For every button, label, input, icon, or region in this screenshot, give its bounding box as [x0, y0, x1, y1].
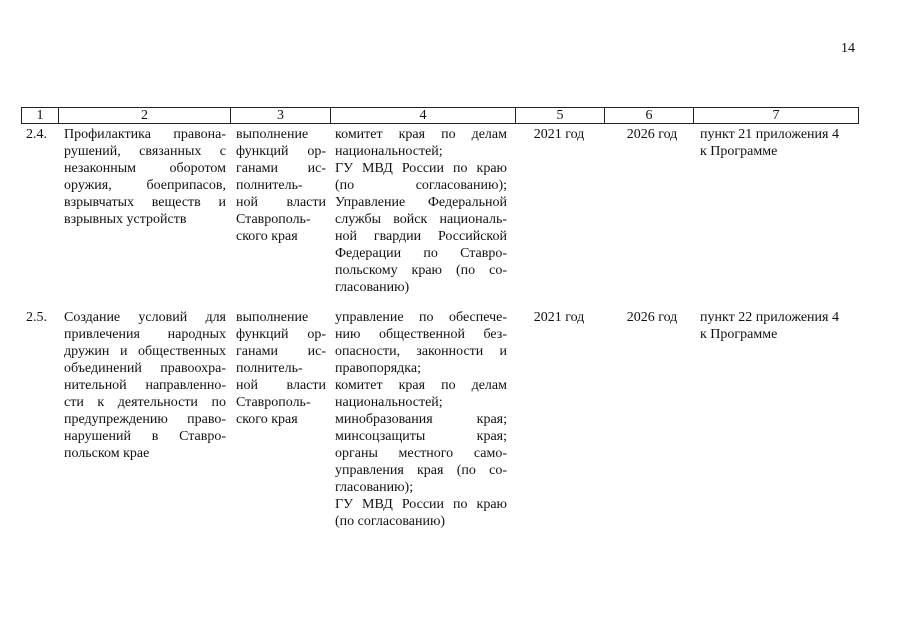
row-number: 2.5.	[26, 310, 47, 325]
header-col-2: 2	[141, 108, 148, 123]
cell-line: дружин и общественных	[64, 344, 226, 359]
cell-line: взрывных устройств	[64, 212, 187, 227]
cell-line: национальностей;	[335, 395, 443, 410]
executor-cell	[236, 309, 326, 428]
measure-cell	[64, 309, 226, 462]
header-col-6: 6	[645, 108, 653, 123]
cell-line: сти к деятельности по	[64, 395, 226, 410]
coexecutors-cell	[335, 309, 507, 530]
cell-line: к Программе	[700, 327, 778, 342]
cell-line: комитет края по делам	[335, 378, 507, 393]
cell-line: польском крае	[64, 446, 150, 461]
cell-line: объединений правоохра-	[64, 361, 226, 376]
cell-line: взрывчатых веществ и	[64, 195, 226, 210]
cell-line: выполнение	[236, 127, 309, 142]
cell-line: (по согласованию);	[335, 178, 507, 193]
cell-line: комитет края по делам	[335, 127, 507, 142]
cell-line: ганами ис-	[236, 344, 326, 359]
cell-line: опасности, законности и	[335, 344, 507, 359]
header-col-1: 1	[36, 108, 44, 123]
start-year-cell: 2021 год	[533, 127, 585, 142]
cell-line: правопорядка;	[335, 361, 421, 376]
row-number: 2.4.	[26, 127, 47, 142]
cell-line: польскому краю (по со-	[335, 263, 507, 278]
cell-line: ганами ис-	[236, 161, 326, 176]
cell-line: привлечения народных	[64, 327, 226, 342]
cell-line: незаконным оборотом	[64, 161, 226, 176]
measure-cell	[64, 126, 226, 228]
cell-line: ной власти	[236, 378, 326, 393]
coexecutors-cell	[335, 126, 507, 296]
cell-line: ной гвардии Российской	[335, 229, 507, 244]
cell-line: полнитель-	[236, 178, 303, 193]
cell-line: оружия, боеприпасов,	[64, 178, 226, 193]
cell-line: выполнение	[236, 310, 309, 325]
executor-cell	[236, 126, 326, 245]
header-col-3: 3	[277, 108, 284, 123]
cell-line: рушений, связанных с	[64, 144, 226, 159]
cell-line: нительной направленно-	[64, 378, 226, 393]
cell-line: управления края (по со-	[335, 463, 507, 478]
cell-line: Ставрополь-	[236, 395, 311, 410]
cell-line: к Программе	[700, 144, 778, 159]
cell-line: нарушений в Ставро-	[64, 429, 226, 444]
cell-line: минобразования края;	[335, 412, 507, 427]
cell-line: Ставрополь-	[236, 212, 311, 227]
header-col-7: 7	[772, 108, 780, 123]
result-cell	[700, 126, 856, 160]
cell-line: Создание условий для	[64, 310, 226, 325]
cell-line: предупреждению право-	[64, 412, 226, 427]
cell-line: ского края	[236, 229, 298, 244]
cell-line: пункт 21 приложения 4	[700, 127, 839, 142]
end-year-cell: 2026 год	[626, 310, 678, 325]
cell-line: функций ор-	[236, 144, 326, 159]
table-header-row	[21, 107, 859, 124]
cell-line: гласованию);	[335, 480, 414, 495]
cell-line: управление по обеспече-	[335, 310, 507, 325]
header-col-5: 5	[556, 108, 564, 123]
page-number: 14	[841, 41, 855, 56]
result-cell	[700, 309, 856, 343]
cell-line: службы войск националь-	[335, 212, 507, 227]
cell-line: Профилактика правона-	[64, 127, 226, 142]
header-col-4: 4	[419, 108, 427, 123]
cell-line: ского края	[236, 412, 298, 427]
cell-line: ГУ МВД России по краю	[335, 161, 507, 176]
start-year-cell: 2021 год	[533, 310, 585, 325]
end-year-cell: 2026 год	[626, 127, 678, 142]
cell-line: национальностей;	[335, 144, 443, 159]
cell-line: Управление Федеральной	[335, 195, 507, 210]
cell-line: нию общественной без-	[335, 327, 507, 342]
cell-line: гласованию)	[335, 280, 410, 295]
cell-line: (по согласованию)	[335, 514, 446, 529]
cell-line: ной власти	[236, 195, 326, 210]
cell-line: полнитель-	[236, 361, 303, 376]
cell-line: пункт 22 приложения 4	[700, 310, 839, 325]
cell-line: функций ор-	[236, 327, 326, 342]
cell-line: ГУ МВД России по краю	[335, 497, 507, 512]
cell-line: органы местного само-	[335, 446, 507, 461]
cell-line: Федерации по Ставро-	[335, 246, 507, 261]
cell-line: минсоцзащиты края;	[335, 429, 507, 444]
